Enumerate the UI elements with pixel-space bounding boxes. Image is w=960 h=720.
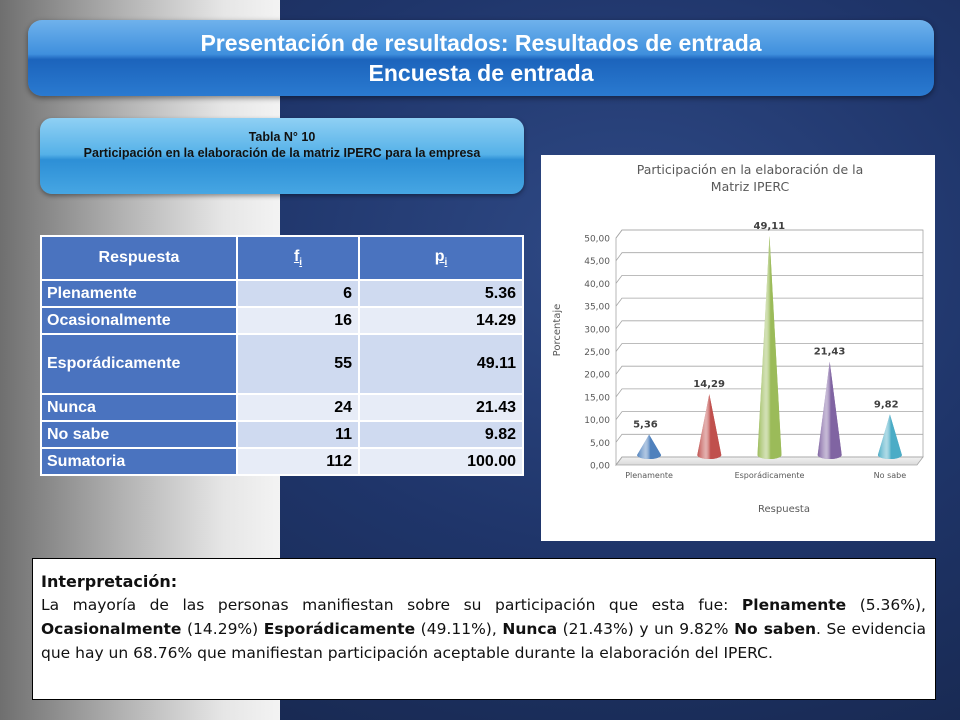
interp-bold-4: Nunca <box>502 620 558 638</box>
table-row-total <box>41 448 523 475</box>
header-f: f <box>293 247 300 265</box>
data-label: 49,11 <box>753 221 786 233</box>
interp-bold-3: Esporádicamente <box>263 620 416 638</box>
row-frequency: 16 <box>237 307 359 334</box>
y-tick-label: 40,00 <box>584 279 610 290</box>
title-banner <box>28 20 934 96</box>
row-frequency: 24 <box>237 394 359 421</box>
table-caption <box>40 118 524 194</box>
row-percentage: 100.00 <box>359 448 523 475</box>
row-frequency: 11 <box>237 421 359 448</box>
y-tick-label: 20,00 <box>584 370 610 381</box>
x-tick-label: Esporádicamente <box>734 471 805 480</box>
header-pi <box>359 236 523 280</box>
y-tick-label: 15,00 <box>584 393 610 404</box>
y-tick-label: 45,00 <box>584 257 610 268</box>
row-frequency: 6 <box>237 280 359 307</box>
header-p-subscript: i <box>444 257 448 269</box>
page-title: Presentación de resultados: Resultados de entrada <box>200 30 762 56</box>
x-axis-ticks <box>625 471 906 480</box>
row-percentage: 21.43 <box>359 394 523 421</box>
interpretation-box <box>32 558 936 700</box>
row-label: No sabe <box>41 421 237 448</box>
row-label: Nunca <box>41 394 237 421</box>
row-frequency: 55 <box>237 334 359 394</box>
chart-title-line1: Participación en la elaboración de la <box>636 162 864 177</box>
table-description: Participación en la elaboración de la matriz IPERC para la empresa <box>83 146 481 160</box>
y-tick-label: 5,00 <box>589 438 610 449</box>
interp-text-5: (21.43%) y un 9.82% <box>557 620 735 638</box>
y-tick-label: 50,00 <box>584 234 610 245</box>
row-percentage: 5.36 <box>359 280 523 307</box>
row-label: Esporádicamente <box>41 334 237 394</box>
interp-text-1: La mayoría de las personas manifiestan sobre su participación que esta fue: <box>41 596 742 614</box>
interp-bold-2: Ocasionalmente <box>41 620 182 638</box>
y-tick-label: 0,00 <box>589 461 610 472</box>
row-percentage: 49.11 <box>359 334 523 394</box>
cone-chart <box>541 155 935 541</box>
interp-text-3: (14.29%) <box>181 620 264 638</box>
header-respuesta: Respuesta <box>41 236 237 280</box>
interpretation-text <box>41 593 926 665</box>
data-label: 5,36 <box>633 419 658 431</box>
chart-panel <box>541 155 935 541</box>
y-tick-label: 35,00 <box>584 302 610 313</box>
row-percentage: 9.82 <box>359 421 523 448</box>
x-tick-label: Plenamente <box>625 471 673 480</box>
row-label: Plenamente <box>41 280 237 307</box>
table-row <box>41 334 523 394</box>
y-axis-label: Porcentaje <box>552 303 563 357</box>
page-subtitle: Encuesta de entrada <box>368 60 594 86</box>
row-label: Ocasionalmente <box>41 307 237 334</box>
y-tick-label: 30,00 <box>584 325 610 336</box>
interp-text-4: (49.11%), <box>415 620 503 638</box>
x-tick-label: No sabe <box>873 471 907 480</box>
interp-text-2: (5.36%), <box>846 596 926 614</box>
results-table <box>40 235 524 476</box>
row-frequency: 112 <box>237 448 359 475</box>
header-fi <box>237 236 359 280</box>
y-tick-label: 10,00 <box>584 416 610 427</box>
header-f-subscript: i <box>299 257 303 269</box>
data-label: 9,82 <box>873 399 899 411</box>
row-percentage: 14.29 <box>359 307 523 334</box>
y-tick-label: 25,00 <box>584 348 610 358</box>
interpretation-heading: Interpretación: <box>41 572 178 591</box>
header-p: p <box>434 247 445 265</box>
data-label: 21,43 <box>813 346 846 358</box>
data-label: 14,29 <box>693 379 725 391</box>
x-axis-label: Respuesta <box>758 504 810 515</box>
interp-bold-5: No saben <box>734 620 817 638</box>
interp-text-6: . Se evidencia que hay un 68.76% que manifiestan participación aceptable durante la elaboración del IPERC. <box>41 620 926 662</box>
table-row <box>41 280 523 307</box>
y-axis-ticks <box>584 235 610 472</box>
table-row <box>41 307 523 334</box>
interp-bold-1: Plenamente <box>741 596 847 614</box>
table-number: Tabla N° 10 <box>248 130 316 144</box>
table-header-row <box>41 236 523 280</box>
table-row <box>41 421 523 448</box>
table-row <box>41 394 523 421</box>
chart-title-line2: Matriz IPERC <box>710 179 790 194</box>
row-label: Sumatoria <box>41 448 237 475</box>
